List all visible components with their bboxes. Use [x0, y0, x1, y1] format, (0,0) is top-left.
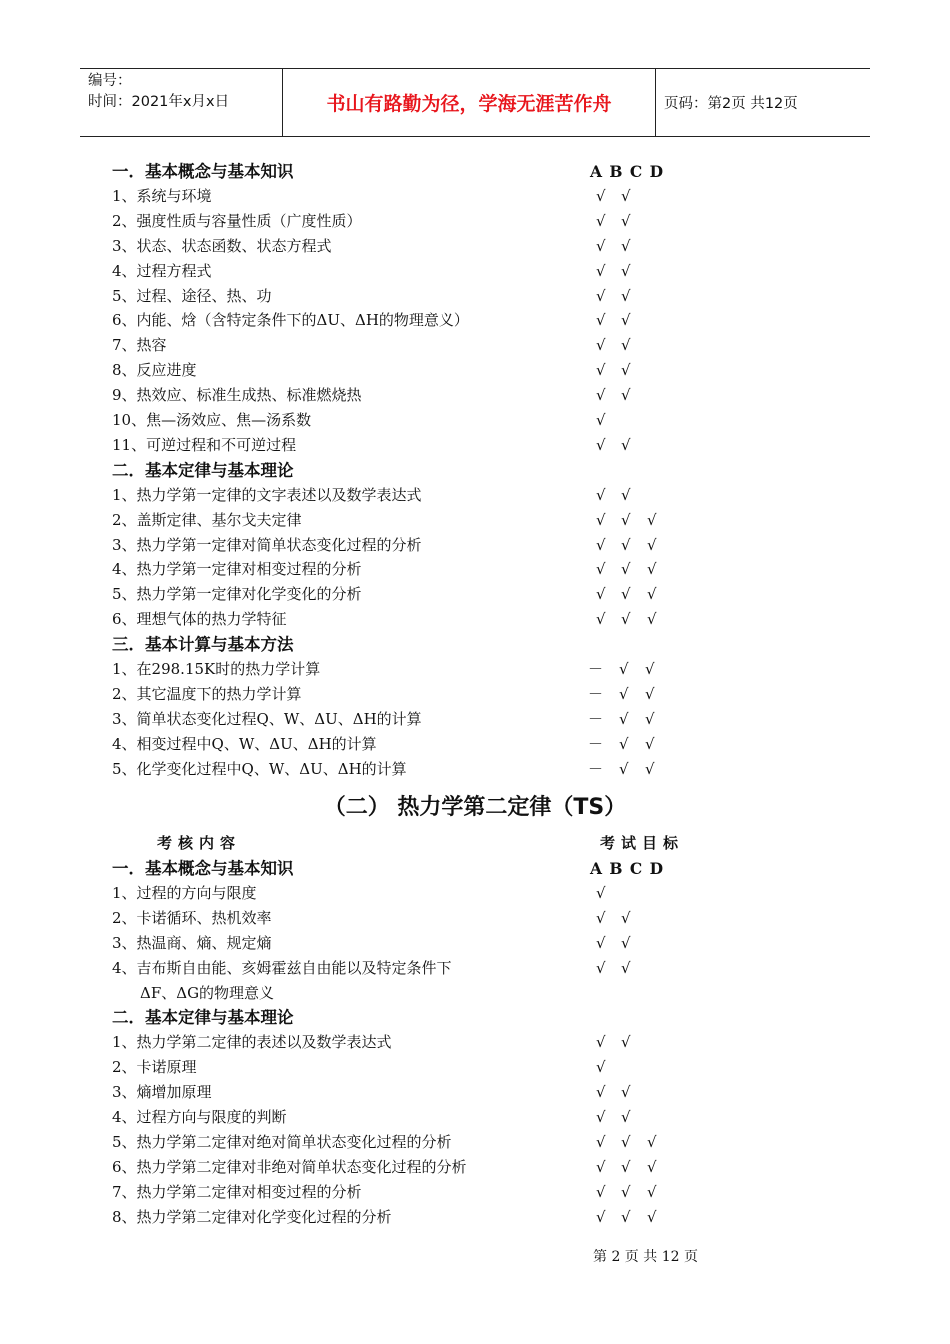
check-mark: √: [621, 1108, 631, 1126]
outline-item-text: 4、相变过程中Q、W、ΔU、ΔH的计算: [112, 734, 377, 753]
check-mark: √: [647, 510, 657, 529]
check-mark: √: [596, 186, 606, 205]
check-mark: √: [596, 1157, 606, 1176]
check-mark: √: [619, 759, 629, 778]
check-mark: √: [596, 560, 606, 579]
check-mark: √: [596, 386, 606, 405]
outline-item-text: 3、状态、状态函数、状态方程式: [112, 236, 332, 255]
outline-item: [0, 408, 950, 433]
outline-item-text: 9、热效应、标准生成热、标准燃烧热: [112, 386, 362, 405]
check-mark: √: [645, 734, 655, 753]
outline-item: [0, 1205, 950, 1230]
check-mark: √: [596, 1108, 606, 1126]
check-mark: √: [621, 286, 631, 305]
check-mark: √: [621, 560, 631, 579]
outline-item: [0, 333, 950, 358]
section-heading: [0, 159, 950, 184]
check-mark: √: [621, 1207, 631, 1226]
section-heading-text: 三．基本计算与基本方法: [112, 635, 294, 655]
header-table: [80, 68, 870, 137]
outline-item-text: 2、其它温度下的热力学计算: [112, 684, 302, 703]
outline-item-text: 3、简单状态变化过程Q、W、ΔU、ΔH的计算: [112, 709, 422, 728]
header-page-number: 页码：第2页 共12页: [664, 96, 798, 112]
check-mark: √: [621, 1132, 631, 1151]
check-mark: √: [596, 610, 606, 629]
check-mark: √: [621, 336, 631, 355]
section-heading: [0, 1005, 950, 1030]
outline-item: [0, 582, 950, 607]
check-mark: √: [621, 933, 631, 952]
check-mark: √: [621, 510, 631, 529]
level-header-abcd: A B C D: [590, 162, 665, 181]
dash-mark: －: [588, 684, 604, 703]
check-mark: √: [647, 1157, 657, 1176]
check-mark: √: [647, 1207, 657, 1226]
dash-mark: －: [588, 660, 604, 678]
check-mark: √: [645, 684, 655, 703]
document-date-label: 时间：2021年x月x日: [88, 94, 230, 110]
section-heading: [0, 632, 950, 657]
outline-item: [0, 956, 950, 981]
outline-item-text: 8、反应进度: [112, 361, 197, 380]
check-mark: √: [596, 1033, 606, 1052]
check-mark: √: [621, 261, 631, 280]
outline-item-text: 1、热力学第一定律的文字表述以及数学表达式: [112, 485, 422, 504]
outline-item: [0, 682, 950, 707]
outline-item-text: 6、热力学第二定律对非绝对简单状态变化过程的分析: [112, 1157, 467, 1176]
check-mark: √: [647, 535, 657, 554]
check-mark: √: [596, 485, 606, 504]
check-mark: √: [621, 535, 631, 554]
check-mark: √: [619, 734, 629, 753]
outline-item-text: 10、焦—汤效应、焦—汤系数: [112, 411, 312, 429]
outline-item: [0, 906, 950, 931]
outline-item: [0, 383, 950, 408]
outline-item: [0, 981, 950, 1006]
check-mark: √: [621, 1157, 631, 1176]
outline-item-text: 8、热力学第二定律对化学变化过程的分析: [112, 1207, 392, 1226]
dash-mark: －: [588, 709, 604, 728]
section-heading-text: 二．基本定律与基本理论: [112, 1008, 294, 1028]
outline-item: [0, 1055, 950, 1080]
check-mark: √: [621, 1033, 631, 1052]
check-mark: √: [621, 1083, 631, 1102]
check-mark: √: [621, 585, 631, 604]
outline-item: [0, 1155, 950, 1180]
check-mark: √: [596, 883, 606, 902]
check-mark: √: [619, 709, 629, 728]
outline-item: [0, 931, 950, 956]
check-mark: √: [596, 211, 606, 230]
column-header-content: 考核内容: [157, 834, 242, 852]
outline-item-text: 2、卡诺循环、热机效率: [112, 908, 272, 927]
check-mark: √: [596, 958, 606, 977]
dash-mark: －: [588, 759, 604, 778]
check-mark: √: [621, 435, 631, 454]
chapter2-title: （二） 热力学第二定律（TS）: [323, 795, 627, 820]
check-mark: √: [645, 660, 655, 678]
check-mark: √: [596, 1058, 606, 1077]
check-mark: √: [621, 186, 631, 205]
outline-item: [0, 284, 950, 309]
header-motto: 书山有路勤为径，学海无涯苦作舟: [326, 93, 612, 115]
outline-item: [0, 508, 950, 533]
outline-item-text: 7、热容: [112, 336, 167, 355]
check-mark: √: [596, 933, 606, 952]
check-mark: √: [596, 236, 606, 255]
outline-item: [0, 209, 950, 234]
dash-mark: －: [588, 734, 604, 753]
outline-item-text: 6、内能、焓（含特定条件下的ΔU、ΔH的物理意义）: [112, 311, 469, 330]
outline-item-text: 3、热温商、熵、规定熵: [112, 933, 272, 952]
section-heading-text: 一．基本概念与基本知识: [112, 859, 294, 878]
outline-item-text: 7、热力学第二定律对相变过程的分析: [112, 1182, 362, 1201]
check-mark: √: [621, 211, 631, 230]
outline-item: [0, 433, 950, 458]
document-number-label: 编号：: [88, 73, 132, 89]
outline-item: [0, 607, 950, 632]
check-mark: √: [647, 1182, 657, 1201]
outline-item: [0, 184, 950, 209]
outline-item: [0, 533, 950, 558]
header-divider: [655, 69, 656, 136]
outline-item: [0, 259, 950, 284]
check-mark: √: [596, 1132, 606, 1151]
check-mark: √: [596, 1083, 606, 1102]
check-mark: √: [647, 1132, 657, 1151]
check-mark: √: [621, 958, 631, 977]
outline-item-text: 1、过程的方向与限度: [112, 883, 257, 902]
outline-item-text: 6、理想气体的热力学特征: [112, 610, 287, 629]
check-mark: √: [596, 286, 606, 305]
outline-item-text: 5、热力学第二定律对绝对简单状态变化过程的分析: [112, 1132, 452, 1151]
outline-item: [0, 308, 950, 333]
outline-item: [0, 757, 950, 782]
check-mark: √: [621, 908, 631, 927]
outline-item-text: 1、在298.15K时的热力学计算: [112, 660, 321, 678]
check-mark: √: [647, 585, 657, 604]
column-header-target: 考试目标: [600, 834, 685, 852]
check-mark: √: [596, 908, 606, 927]
check-mark: √: [621, 485, 631, 504]
outline-item: [0, 732, 950, 757]
check-mark: √: [596, 311, 606, 330]
outline-item-text: 2、强度性质与容量性质（广度性质）: [112, 211, 362, 230]
outline-item: [0, 1130, 950, 1155]
check-mark: √: [647, 560, 657, 579]
check-mark: √: [621, 386, 631, 405]
check-mark: √: [647, 610, 657, 629]
outline-item-text: 3、热力学第一定律对简单状态变化过程的分析: [112, 535, 422, 554]
check-mark: √: [596, 411, 606, 429]
section-heading: [0, 856, 950, 881]
check-mark: √: [619, 660, 629, 678]
check-mark: √: [621, 1182, 631, 1201]
outline-item-text: 2、卡诺原理: [112, 1058, 197, 1077]
section-heading: [0, 458, 950, 483]
check-mark: √: [621, 361, 631, 380]
check-mark: √: [596, 336, 606, 355]
level-header-abcd: A B C D: [590, 859, 665, 878]
outline-item: [0, 557, 950, 582]
outline-item-text: 11、可逆过程和不可逆过程: [112, 435, 297, 454]
outline-item: [0, 1105, 950, 1130]
outline-item-text: 1、热力学第二定律的表述以及数学表达式: [112, 1033, 392, 1052]
outline-item: [0, 707, 950, 732]
outline-item-text: 5、化学变化过程中Q、W、ΔU、ΔH的计算: [112, 759, 407, 778]
check-mark: √: [645, 759, 655, 778]
check-mark: √: [596, 585, 606, 604]
outline-item: [0, 1180, 950, 1205]
check-mark: √: [621, 610, 631, 629]
check-mark: √: [596, 1207, 606, 1226]
page-footer: 第 2 页 共 12 页: [593, 1249, 698, 1265]
outline-item-text: 4、过程方程式: [112, 261, 212, 280]
section-heading-text: 一．基本概念与基本知识: [112, 162, 294, 181]
outline-item-text: 4、热力学第一定律对相变过程的分析: [112, 560, 362, 579]
outline-item: [0, 881, 950, 906]
outline-item-text: 3、熵增加原理: [112, 1083, 212, 1102]
outline-item-text: ΔF、ΔG的物理意义: [140, 983, 275, 1002]
outline-item-text: 2、盖斯定律、基尔戈夫定律: [112, 510, 302, 529]
outline-item: [0, 234, 950, 259]
outline-item-text: 4、吉布斯自由能、亥姆霍兹自由能以及特定条件下: [112, 958, 452, 977]
outline-item-text: 5、热力学第一定律对化学变化的分析: [112, 585, 362, 604]
check-mark: √: [596, 1182, 606, 1201]
check-mark: √: [596, 535, 606, 554]
outline-item: [0, 358, 950, 383]
outline-item-text: 5、过程、途径、热、功: [112, 286, 272, 305]
check-mark: √: [621, 236, 631, 255]
check-mark: √: [596, 510, 606, 529]
outline-item: [0, 1080, 950, 1105]
outline-item-text: 1、系统与环境: [112, 186, 212, 205]
outline-item: [0, 1030, 950, 1055]
check-mark: √: [596, 435, 606, 454]
check-mark: √: [596, 261, 606, 280]
outline-item-text: 4、过程方向与限度的判断: [112, 1108, 287, 1126]
header-left-cell: [88, 71, 229, 113]
section-heading-text: 二．基本定律与基本理论: [112, 460, 294, 480]
check-mark: √: [596, 361, 606, 380]
check-mark: √: [645, 709, 655, 728]
check-mark: √: [619, 684, 629, 703]
outline-item: [0, 657, 950, 682]
check-mark: √: [621, 311, 631, 330]
outline-item: [0, 483, 950, 508]
